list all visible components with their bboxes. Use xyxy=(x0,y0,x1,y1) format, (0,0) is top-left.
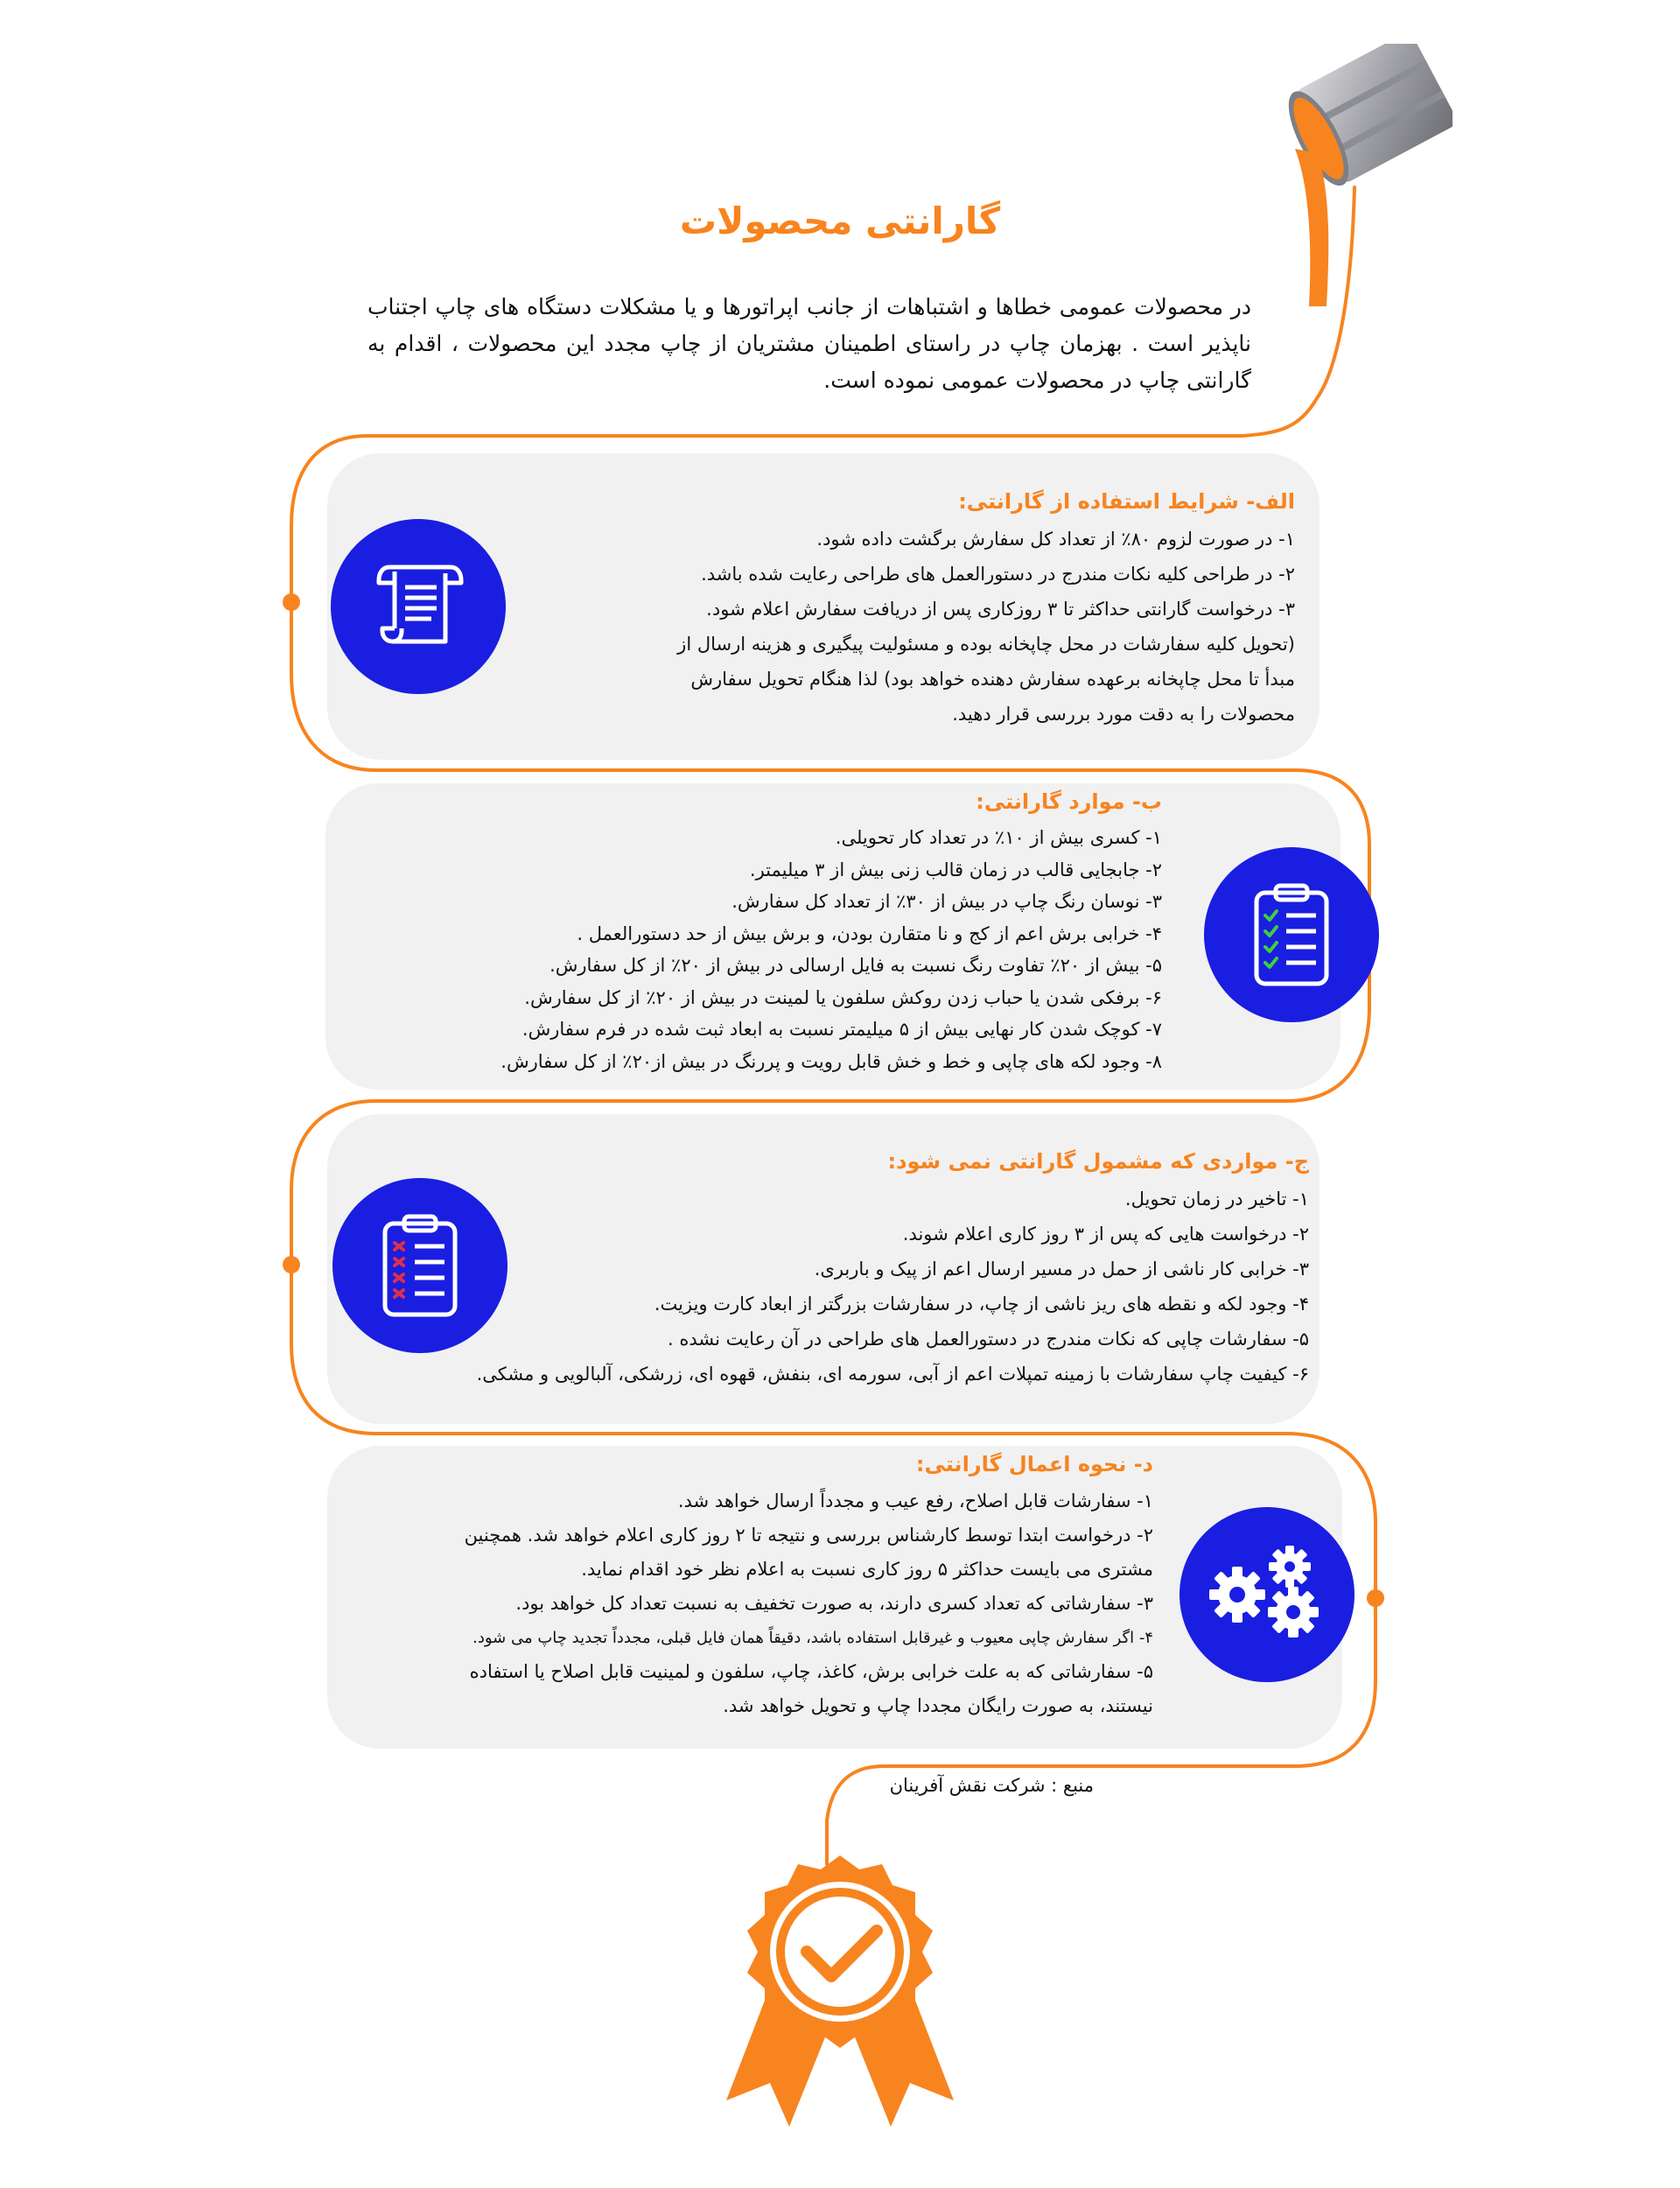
list-item: محصولات را به دقت مورد بررسی قرار دهید. xyxy=(952,704,1295,725)
section-heading: الف- شرایط استفاده از گارانتی: xyxy=(958,489,1295,514)
list-item: ۳- درخواست گارانتی حداکثر تا ۳ روزکاری پس از دریافت سفارش اعلام شود. xyxy=(706,599,1295,620)
intro-paragraph: در محصولات عمومی خطاها و اشتباهات از جانب اپراتورها و یا مشکلات دستگاه های چاپ اجتناب ناپذیر است . بهزمان چاپ در راستای اطمینان مشتریان از چاپ مجدد این محصولات ، اقدام به گارانتی چاپ در محصولات عمومی نموده است. xyxy=(368,294,1251,393)
section-exclusions xyxy=(346,1147,1309,1392)
section-heading: ج- مواردی که مشمول گارانتی نمی شود: xyxy=(887,1149,1309,1174)
section-icon-badge xyxy=(331,519,506,694)
section-icon-badge xyxy=(1180,1507,1354,1682)
list-item: ۴- اگر سفارش چاپی معیوب و غیرقابل استفاده باشد، دقیقاً همان فایل قبلی، مجدداً تجدید چاپ می شود. xyxy=(472,1629,1153,1647)
list-item: ۱- تاخیر در زمان تحویل. xyxy=(1124,1189,1309,1210)
section-warranty-procedure xyxy=(278,1449,1153,1723)
list-item: ۳- نوسان رنگ چاپ در بیش از ۳۰٪ از تعداد کل سفارش. xyxy=(732,891,1162,912)
list-item: ۵- بیش از ۲۰٪ تفاوت رنگ نسبت به فایل ارسالی در بیش از ۲۰٪ از کل سفارش. xyxy=(550,955,1162,976)
list-item: ۸- وجود لکه های چاپی و خط و خش قابل رویت و پررنگ در بیش از۲۰٪ از کل سفارش. xyxy=(500,1050,1162,1072)
section-icon-badge xyxy=(1204,847,1379,1022)
list-item: ۷- کوچک شدن کار نهایی بیش از ۵ میلیمتر نسبت به ابعاد ثبت شده در فرم سفارش. xyxy=(522,1019,1162,1040)
list-item: مشتری می بایست حداکثر ۵ روز کاری نسبت به اعلام نظر خود اقدام نماید. xyxy=(581,1559,1153,1580)
list-item: ۳- سفارشاتی که تعداد کسری دارند، به صورت تخفیف به نسبت تعداد کل خواهد بود. xyxy=(515,1593,1153,1614)
list-item: نیستند، به صورت رایگان مجددا چاپ و تحویل خواهد شد. xyxy=(723,1695,1153,1716)
list-item: ۵- سفارشاتی که به علت خرابی برش، کاغذ، چاپ، سلفون و لمینیت قابل اصلاح یا استفاده xyxy=(469,1661,1153,1682)
list-item: ۲- درخواست ابتدا توسط کارشناس بررسی و نتیجه تا ۲ روز کاری اعلام خواهد شد. همچنین xyxy=(464,1525,1153,1546)
list-item: ۲- درخواست هایی که پس از ۳ روز کاری اعلام شوند. xyxy=(902,1224,1309,1245)
list-item: ۲- جابجایی قالب در زمان قالب زنی بیش از ۳ میلیمتر. xyxy=(749,859,1162,880)
list-item: مبدأ تا محل چاپخانه برعهده سفارش دهنده خواهد بود) لذا هنگام تحویل سفارش xyxy=(690,669,1295,690)
list-item: ۳- خرابی کار ناشی از حمل در مسیر ارسال اعم از پیک و باربری. xyxy=(814,1259,1309,1280)
list-item: ۶- برفکی شدن یا حباب زدن روکش سلفون یا لمینت در بیش از ۲۰٪ از کل سفارش. xyxy=(524,986,1162,1008)
list-item: (تحویل کلیه سفارشات در محل چاپخانه بوده و مسئولیت پیگیری و هزینه ارسال از xyxy=(677,634,1295,655)
list-item: ۱- در صورت لزوم ۸۰٪ از تعداد کل سفارش برگشت داده شود. xyxy=(816,529,1295,550)
clipboard-check-icon xyxy=(1248,880,1335,989)
list-item: ۵- سفارشات چاپی که نکات مندرج در دستورالعمل های طراحی در آن رعایت نشده . xyxy=(667,1329,1309,1350)
source-credit: منبع : شرکت نقش آفرینان xyxy=(889,1775,1094,1796)
section-heading: ب- موارد گارانتی: xyxy=(976,789,1162,814)
gears-icon xyxy=(1206,1542,1328,1647)
page-title: گارانتی محصولات xyxy=(679,200,1001,242)
list-item: ۱- کسری بیش از ۱۰٪ در تعداد کار تحویلی. xyxy=(835,827,1162,848)
scroll-document-icon xyxy=(370,554,466,659)
list-item: ۴- وجود لکه و نقطه های ریز ناشی از چاپ، در سفارشات بزرگتر از ابعاد کارت ویزیت. xyxy=(654,1294,1309,1315)
list-item: ۱- سفارشات قابل اصلاح، رفع عیب و مجدداً ارسال خواهد شد. xyxy=(677,1490,1153,1511)
warranty-badge-icon xyxy=(709,1838,971,2144)
list-item: ۴- خرابی برش اعم از کج و نا متقارن بودن، و برش بیش از حد دستورالعمل . xyxy=(577,922,1162,944)
list-item: ۲- در طراحی کلیه نکات مندرج در دستورالعمل های طراحی رعایت شده باشد. xyxy=(701,564,1295,585)
section-usage-conditions xyxy=(508,487,1295,732)
section-warranty-cases xyxy=(287,787,1162,1077)
list-item: ۶- کیفیت چاپ سفارشات با زمینه تمپلات اعم از آبی، سورمه ای، بنفش، قهوه ای، زرشکی، آلبالویی و مشکی. xyxy=(476,1364,1309,1385)
section-heading: د- نحوه اعمال گارانتی: xyxy=(915,1452,1153,1476)
paint-can-illustration xyxy=(1260,44,1452,350)
